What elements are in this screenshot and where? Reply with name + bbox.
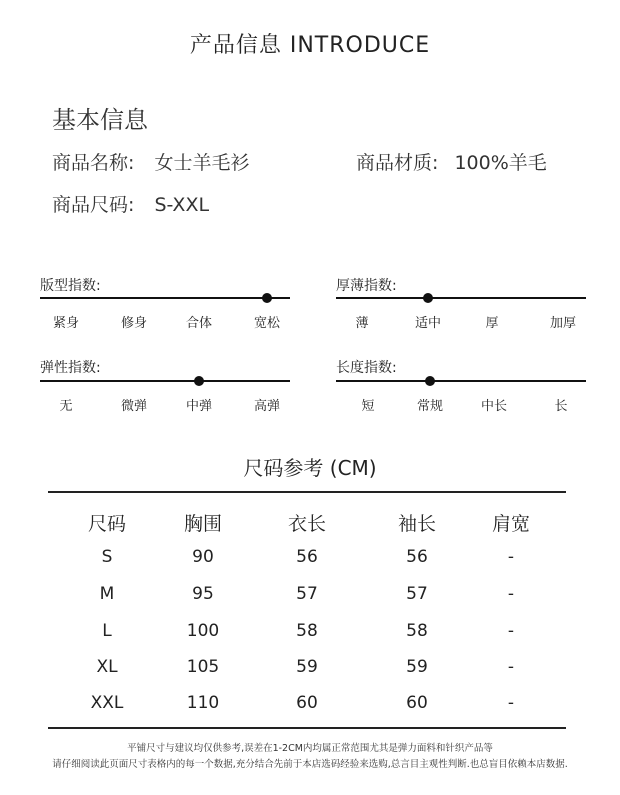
product-name-label: 商品名称: (52, 152, 135, 174)
table-cell: 56 (296, 547, 318, 567)
table-cell: 59 (296, 657, 318, 677)
gauge-tick-label: 宽松 (253, 316, 280, 331)
gauge-track (336, 380, 586, 382)
gauge-tick-label: 加厚 (549, 316, 576, 331)
table-cell: 105 (186, 657, 220, 677)
gauge-tick-label: 中弹 (185, 399, 212, 414)
gauge-tick-label: 适中 (414, 316, 441, 331)
table-cell: 60 (406, 693, 428, 713)
product-name-value: 女士羊毛衫 (154, 152, 250, 174)
gauge-marker (262, 293, 272, 303)
footnote-line-2: 请仔细阅读此页面尺寸表格内的每一个数据,充分结合先前于本店选码经验来选购,总言目主观性判断.也总盲目依赖本店数据. (52, 759, 568, 770)
table-header-cell: 衣长 (287, 513, 326, 535)
table-cell: - (507, 584, 515, 604)
table-cell: 58 (406, 621, 428, 641)
gauge-tick-label: 紧身 (52, 316, 79, 331)
product-material-value: 100%羊毛 (454, 152, 547, 174)
gauge-tick-label: 长 (554, 399, 568, 414)
table-cell: 56 (406, 547, 428, 567)
gauge-tick-label: 无 (59, 399, 73, 414)
gauge-tick-label: 短 (361, 399, 375, 414)
table-cell: 60 (296, 693, 318, 713)
gauge-track (336, 297, 586, 299)
gauge-tick-label: 中长 (480, 399, 507, 414)
gauge-tick-label: 厚 (485, 316, 499, 331)
gauge-tick-label: 高弹 (253, 399, 280, 414)
table-cell: - (507, 547, 515, 567)
product-material-row (356, 148, 547, 175)
table-cell: 110 (186, 693, 220, 713)
table-bottom-rule (48, 727, 566, 729)
gauge-marker (423, 293, 433, 303)
table-header-cell: 袖长 (397, 513, 436, 535)
table-cell: - (507, 621, 515, 641)
table-header-cell: 尺码 (87, 513, 126, 535)
table-cell: M (99, 584, 115, 604)
product-size-value: S-XXL (154, 194, 210, 216)
gauge-tick-label: 合体 (185, 316, 212, 331)
gauge-track (40, 297, 290, 299)
gauge-label: 弹性指数: (40, 360, 101, 376)
table-cell: XL (96, 657, 118, 677)
product-material-label: 商品材质: (356, 152, 439, 174)
table-cell: 58 (296, 621, 318, 641)
gauge-marker (425, 376, 435, 386)
product-size-label: 商品尺码: (52, 194, 135, 216)
gauge-label: 长度指数: (336, 360, 397, 376)
page-title: 产品信息 INTRODUCE (189, 33, 431, 58)
table-cell: 100 (186, 621, 220, 641)
basic-info-title: 基本信息 (52, 106, 148, 134)
table-header-cell: 肩宽 (491, 513, 530, 535)
table-cell: 59 (406, 657, 428, 677)
gauge-label: 版型指数: (40, 278, 101, 294)
table-cell: - (507, 657, 515, 677)
gauge-tick-label: 微弹 (120, 399, 147, 414)
table-cell: S (101, 547, 113, 567)
table-cell: 57 (406, 584, 428, 604)
table-top-rule (48, 491, 566, 493)
table-cell: 95 (192, 584, 214, 604)
table-cell: L (102, 621, 112, 641)
product-name-row (52, 148, 249, 175)
footnote-line-1: 平铺尺寸与建议均仅供参考,误差在1-2CM内均属正常范围尤其是弹力面料和针织产品等 (127, 743, 493, 754)
gauge-tick-label: 常规 (416, 399, 443, 414)
table-cell: - (507, 693, 515, 713)
gauge-label: 厚薄指数: (336, 278, 397, 294)
table-cell: 57 (296, 584, 318, 604)
gauge-marker (194, 376, 204, 386)
gauge-tick-label: 薄 (355, 316, 369, 331)
table-header-cell: 胸围 (183, 513, 222, 535)
table-cell: 90 (192, 547, 214, 567)
gauge-track (40, 380, 290, 382)
size-table-title: 尺码参考 (CM) (243, 456, 377, 480)
gauge-tick-label: 修身 (120, 316, 147, 331)
table-cell: XXL (90, 693, 124, 713)
product-size-row (52, 190, 209, 217)
